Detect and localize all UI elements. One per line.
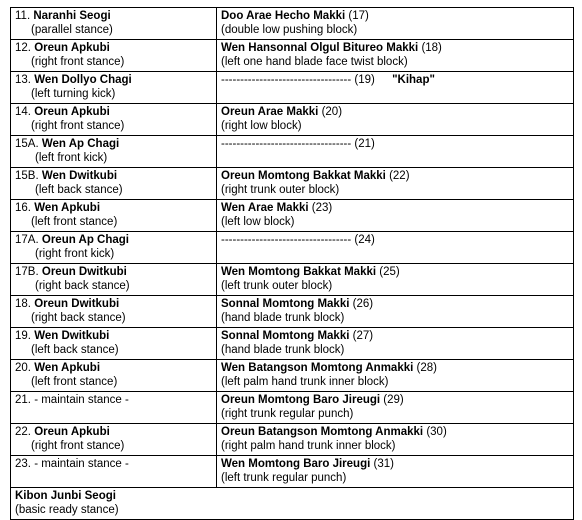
technique-number: (24) <box>354 234 375 246</box>
technique-number: (29) <box>383 394 404 406</box>
stance-cell <box>11 40 217 72</box>
stance-description: (right front kick) <box>35 247 115 260</box>
technique-cell <box>217 168 574 200</box>
table-row <box>11 456 574 488</box>
stance-name: Wen Apkubi <box>34 362 101 374</box>
stance-description: (left back stance) <box>35 183 123 196</box>
technique-cell <box>217 360 574 392</box>
stance-cell <box>11 264 217 296</box>
technique-description: (left one hand blade face twist block) <box>221 55 408 68</box>
final-stance-description: (basic ready stance) <box>15 503 119 516</box>
technique-number: (23) <box>311 202 333 214</box>
technique-number: (18) <box>421 42 442 54</box>
stance-cell <box>11 8 217 40</box>
stance-description: (right front stance) <box>31 55 125 68</box>
stance-description: (left back stance) <box>31 343 119 356</box>
technique-description: (right trunk regular punch) <box>221 407 354 420</box>
technique-name: Oreun Batangson Momtong Anmakki <box>221 426 424 438</box>
stance-cell <box>11 168 217 200</box>
table-row <box>11 328 574 360</box>
technique-cell <box>217 456 574 488</box>
technique-number: (25) <box>379 266 400 278</box>
stance-cell <box>11 456 217 488</box>
stance-name: Oreun Apkubi <box>34 426 110 438</box>
stance-name: Oreun Apkubi <box>34 42 110 54</box>
table-row <box>11 232 574 264</box>
final-stance-cell <box>11 488 574 520</box>
step-number: 23. <box>15 458 31 470</box>
stance-name: Wen Dollyo Chagi <box>34 74 132 86</box>
step-number: 14. <box>15 106 31 118</box>
kihap-label: "Kihap" <box>392 74 435 86</box>
technique-name: Doo Arae Hecho Makki <box>221 10 346 22</box>
stance-name: Oreun Dwitkubi <box>41 266 127 278</box>
technique-cell <box>217 232 574 264</box>
stance-name: Wen Dwitkubi <box>41 170 118 182</box>
technique-name: Wen Momtong Bakkat Makki <box>221 266 377 278</box>
technique-cell <box>217 136 574 168</box>
technique-name: Oreun Momtong Baro Jireugi <box>221 394 381 406</box>
step-number: 15A. <box>15 138 39 150</box>
technique-name: Wen Batangson Momtong Anmakki <box>221 362 414 374</box>
table-row <box>11 360 574 392</box>
technique-number: (21) <box>354 138 375 150</box>
table-row <box>11 392 574 424</box>
technique-description: (left low block) <box>221 215 295 228</box>
stance-name: Oreun Apkubi <box>34 106 110 118</box>
technique-name: Wen Momtong Baro Jireugi <box>221 458 371 470</box>
technique-cell <box>217 424 574 456</box>
technique-cell <box>217 8 574 40</box>
technique-description: (hand blade trunk block) <box>221 343 345 356</box>
table-row <box>11 168 574 200</box>
step-number: 19. <box>15 330 31 342</box>
table-row <box>11 72 574 104</box>
dash-placeholder: ---------------------------------- <box>221 74 352 86</box>
stance-cell <box>11 392 217 424</box>
stance-description: (right front stance) <box>31 439 125 452</box>
technique-name: Wen Arae Makki <box>221 202 309 214</box>
step-number: 16. <box>15 202 31 214</box>
technique-cell <box>217 104 574 136</box>
technique-name: Oreun Arae Makki <box>221 106 319 118</box>
stance-cell <box>11 360 217 392</box>
stance-description: (right back stance) <box>35 279 130 292</box>
stance-cell <box>11 232 217 264</box>
step-number: 18. <box>15 298 31 310</box>
technique-cell <box>217 264 574 296</box>
stance-description: (left front stance) <box>31 375 118 388</box>
technique-number: (31) <box>373 458 394 470</box>
technique-number: (19) <box>354 74 375 86</box>
technique-description: (left trunk outer block) <box>221 279 333 292</box>
stance-cell <box>11 136 217 168</box>
stance-cell <box>11 328 217 360</box>
table-row-final <box>11 488 574 520</box>
technique-cell <box>217 328 574 360</box>
stance-name: Naranhi Seogi <box>33 10 111 22</box>
step-number: 12. <box>15 42 31 54</box>
stance-description: (right back stance) <box>31 311 126 324</box>
stance-cell <box>11 424 217 456</box>
technique-name: Wen Hansonnal Olgul Bitureo Makki <box>221 42 419 54</box>
table-row <box>11 264 574 296</box>
stance-maintain-note: - maintain stance - <box>34 458 129 470</box>
technique-cell <box>217 72 574 104</box>
technique-description: (double low pushing block) <box>221 23 358 36</box>
table-row <box>11 296 574 328</box>
technique-number: (17) <box>348 10 369 22</box>
dash-placeholder: ---------------------------------- <box>221 234 352 246</box>
stance-description: (left front stance) <box>31 215 118 228</box>
technique-name: Oreun Momtong Bakkat Makki <box>221 170 386 182</box>
technique-number: (26) <box>352 298 374 310</box>
stance-description: (left front kick) <box>35 151 108 164</box>
step-number: 15B. <box>15 170 39 182</box>
technique-description: (right low block) <box>221 119 302 132</box>
stance-description: (parallel stance) <box>31 23 113 36</box>
stance-cell <box>11 72 217 104</box>
stance-cell <box>11 200 217 232</box>
stance-maintain-note: - maintain stance - <box>34 394 129 406</box>
technique-description: (left palm hand trunk inner block) <box>221 375 389 388</box>
stance-description: (left turning kick) <box>31 87 116 100</box>
technique-description: (right palm hand trunk inner block) <box>221 439 396 452</box>
table-row <box>11 104 574 136</box>
table-row <box>11 200 574 232</box>
step-number: 20. <box>15 362 31 374</box>
step-number: 17A. <box>15 234 39 246</box>
technique-description: (left trunk regular punch) <box>221 471 347 484</box>
stance-name: Oreun Dwitkubi <box>34 298 120 310</box>
technique-number: (27) <box>352 330 374 342</box>
technique-name: Sonnal Momtong Makki <box>221 330 350 342</box>
table-row <box>11 424 574 456</box>
final-stance-name: Kibon Junbi Seogi <box>15 490 116 502</box>
stance-name: Wen Dwitkubi <box>34 330 110 342</box>
dash-placeholder: ---------------------------------- <box>221 138 352 150</box>
technique-cell <box>217 200 574 232</box>
technique-cell <box>217 392 574 424</box>
technique-number: (22) <box>389 170 410 182</box>
step-number: 21. <box>15 394 31 406</box>
technique-number: (30) <box>426 426 447 438</box>
table-row <box>11 136 574 168</box>
technique-number: (20) <box>321 106 343 118</box>
stance-name: Oreun Ap Chagi <box>41 234 129 246</box>
poomsae-steps-table <box>10 7 574 520</box>
stance-name: Wen Ap Chagi <box>41 138 120 150</box>
technique-name: Sonnal Momtong Makki <box>221 298 350 310</box>
stance-name: Wen Apkubi <box>34 202 101 214</box>
step-number: 11. <box>15 10 31 22</box>
technique-description: (right trunk outer block) <box>221 183 340 196</box>
technique-cell <box>217 40 574 72</box>
stance-description: (right front stance) <box>31 119 125 132</box>
table-row <box>11 8 574 40</box>
step-number: 13. <box>15 74 31 86</box>
technique-description: (hand blade trunk block) <box>221 311 345 324</box>
technique-number: (28) <box>416 362 437 374</box>
step-number: 17B. <box>15 266 39 278</box>
technique-cell <box>217 296 574 328</box>
table-row <box>11 40 574 72</box>
stance-cell <box>11 296 217 328</box>
stance-cell <box>11 104 217 136</box>
step-number: 22. <box>15 426 31 438</box>
